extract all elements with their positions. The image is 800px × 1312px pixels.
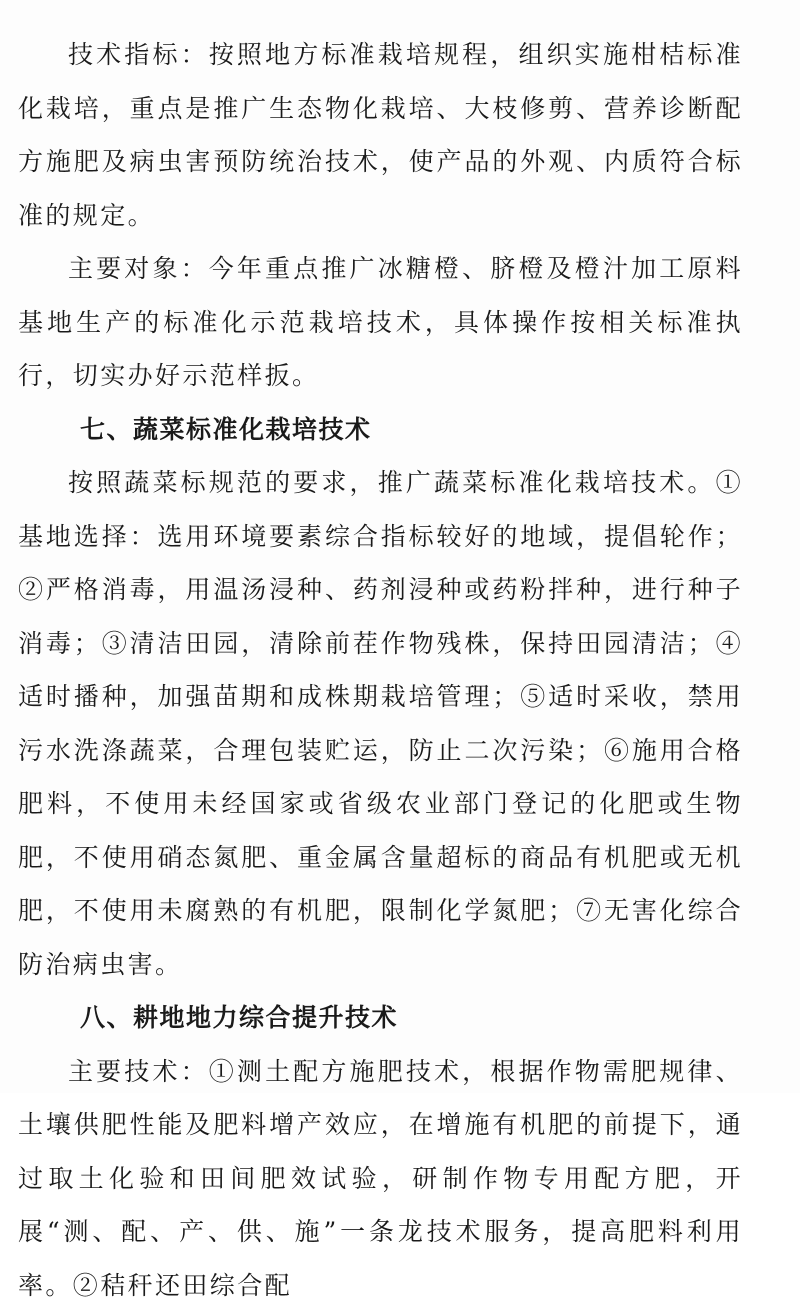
paragraph-soil-techniques: 主要技术：①测土配方施肥技术，根据作物需肥规律、土壤供肥性能及肥料增产效应，在增施有机肥的前提下，通过取土化验和田间肥效试验，研制作物专用配方肥，开展“测、配、产、供、施”一条龙技术服务，提高肥料利用率。②秸秆还田综合配: [18, 1045, 743, 1312]
section-heading-soil-fertility: 八、耕地地力综合提升技术: [18, 991, 743, 1045]
paragraph-citrus-indicators: 技术指标：按照地方标准栽培规程，组织实施柑桔标准化栽培，重点是推广生态物化栽培、大枝修剪、营养诊断配方施肥及病虫害预防统治技术，使产品的外观、内质符合标准的规定。: [18, 28, 743, 242]
paragraph-citrus-targets: 主要对象：今年重点推广冰糖橙、脐橙及橙汁加工原料基地生产的标准化示范栽培技术，具体操作按相关标准执行，切实办好示范样扳。: [18, 242, 743, 403]
paragraph-vegetable-techniques: 按照蔬菜标规范的要求，推广蔬菜标准化栽培技术。①基地选择：选用环境要素综合指标较好的地域，提倡轮作；②严格消毒，用温汤浸种、药剂浸种或药粉拌种，进行种子消毒；③清洁田园，清除前茬作物残株，保持田园清洁；④适时播种，加强苗期和成株期栽培管理；⑤适时采收，禁用污水洗涤蔬菜，合理包装贮运，防止二次污染；⑥施用合格肥料，不使用未经国家或省级农业部门登记的化肥或生物肥，不使用硝态氮肥、重金属含量超标的商品有机肥或无机肥，不使用未腐熟的有机肥，限制化学氮肥；⑦无害化综合防治病虫害。: [18, 456, 743, 991]
document-body: [18, 28, 743, 1312]
section-heading-vegetables: 七、蔬菜标准化栽培技术: [18, 403, 743, 457]
